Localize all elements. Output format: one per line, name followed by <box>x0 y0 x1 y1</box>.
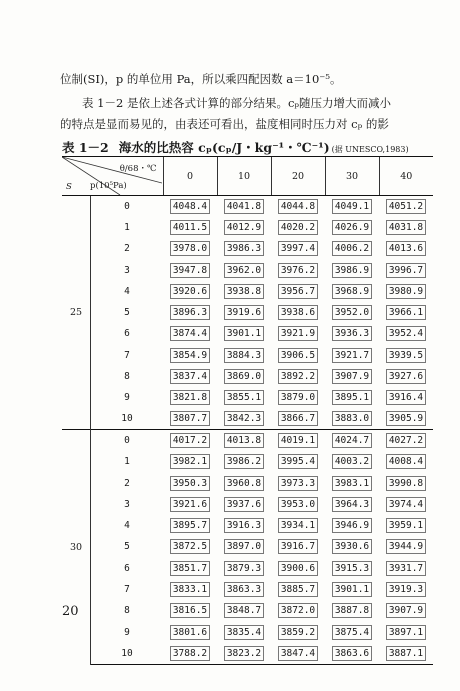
specific-heat-cell <box>271 621 325 642</box>
specific-heat-value: 4020.2 <box>278 220 318 235</box>
specific-heat-cell <box>163 643 217 664</box>
specific-heat-value: 3950.3 <box>170 476 210 491</box>
pressure-cell: 6 <box>124 562 130 574</box>
body-text-line-2: 表 1－2 是依上述各式计算的部分结果。cₚ随压力增大而减小 <box>82 96 391 110</box>
specific-heat-cell <box>163 345 217 366</box>
specific-heat-cell <box>271 472 325 493</box>
specific-heat-value: 4031.8 <box>386 220 426 235</box>
pressure-cell: 2 <box>124 477 130 489</box>
pressure-cell: 1 <box>124 456 130 468</box>
specific-heat-table <box>62 156 433 665</box>
specific-heat-cell <box>163 196 217 217</box>
specific-heat-value: 3952.4 <box>386 326 426 341</box>
specific-heat-cell <box>163 472 217 493</box>
specific-heat-cell <box>379 196 433 217</box>
specific-heat-cell <box>379 345 433 366</box>
specific-heat-cell <box>325 366 379 387</box>
specific-heat-cell <box>217 238 271 259</box>
specific-heat-cell <box>379 515 433 536</box>
specific-heat-value: 3897.0 <box>224 539 264 554</box>
specific-heat-cell <box>325 217 379 238</box>
specific-heat-cell <box>163 536 217 557</box>
specific-heat-cell <box>163 259 217 280</box>
specific-heat-value: 3879.0 <box>278 390 318 405</box>
specific-heat-value: 3887.8 <box>332 603 372 618</box>
specific-heat-value: 3986.3 <box>224 241 264 256</box>
specific-heat-cell <box>163 558 217 579</box>
specific-heat-value: 3916.3 <box>224 518 264 533</box>
table-row <box>62 643 433 664</box>
table-row <box>62 408 433 429</box>
specific-heat-value: 4049.1 <box>332 199 372 214</box>
specific-heat-cell <box>163 515 217 536</box>
specific-heat-value: 3956.7 <box>278 284 318 299</box>
specific-heat-cell <box>217 600 271 621</box>
specific-heat-value: 3900.6 <box>278 561 318 576</box>
specific-heat-cell <box>163 600 217 621</box>
specific-heat-cell <box>325 600 379 621</box>
temperature-column-header: 0 <box>163 157 217 196</box>
table-number: 表 1－2 <box>62 140 109 155</box>
specific-heat-cell <box>379 451 433 472</box>
specific-heat-cell <box>325 579 379 600</box>
pressure-cell: 8 <box>124 371 130 383</box>
specific-heat-cell <box>271 451 325 472</box>
specific-heat-cell <box>379 238 433 259</box>
table-corner-header <box>62 157 163 196</box>
specific-heat-value: 3847.4 <box>278 646 318 661</box>
pressure-cell: 5 <box>124 307 130 319</box>
table-caption <box>62 137 409 156</box>
specific-heat-cell <box>325 387 379 408</box>
specific-heat-value: 3866.7 <box>278 411 318 426</box>
pressure-cell: 5 <box>124 541 130 553</box>
specific-heat-cell <box>217 536 271 557</box>
specific-heat-cell <box>217 643 271 664</box>
specific-heat-value: 3821.8 <box>170 390 210 405</box>
specific-heat-cell <box>271 536 325 557</box>
specific-heat-value: 3837.4 <box>170 369 210 384</box>
table-row <box>62 621 433 642</box>
specific-heat-value: 3835.4 <box>224 625 264 640</box>
specific-heat-cell <box>379 430 433 451</box>
table-row <box>62 323 433 344</box>
page-number: 20 <box>62 604 79 619</box>
specific-heat-value: 3833.1 <box>170 582 210 597</box>
specific-heat-value: 3959.1 <box>386 518 426 533</box>
specific-heat-value: 3978.0 <box>170 241 210 256</box>
specific-heat-value: 4003.2 <box>332 454 372 469</box>
specific-heat-cell <box>271 558 325 579</box>
specific-heat-value: 3921.7 <box>332 348 372 363</box>
specific-heat-value: 3854.9 <box>170 348 210 363</box>
specific-heat-cell <box>379 217 433 238</box>
specific-heat-value: 3986.9 <box>332 263 372 278</box>
specific-heat-cell <box>163 323 217 344</box>
specific-heat-value: 3952.0 <box>332 305 372 320</box>
specific-heat-cell <box>217 281 271 302</box>
specific-heat-cell <box>325 259 379 280</box>
table-row <box>62 259 433 280</box>
specific-heat-cell <box>217 217 271 238</box>
specific-heat-value: 3887.1 <box>386 646 426 661</box>
table-row <box>62 494 433 515</box>
table-row <box>62 515 433 536</box>
table-row <box>62 345 433 366</box>
temperature-column-header: 40 <box>379 157 433 196</box>
specific-heat-cell <box>325 408 379 429</box>
specific-heat-cell <box>217 451 271 472</box>
specific-heat-value: 3946.9 <box>332 518 372 533</box>
pressure-cell: 2 <box>124 243 130 255</box>
specific-heat-value: 3920.6 <box>170 284 210 299</box>
specific-heat-value: 3916.4 <box>386 390 426 405</box>
specific-heat-cell <box>379 600 433 621</box>
specific-heat-value: 3855.1 <box>224 390 264 405</box>
specific-heat-cell <box>325 238 379 259</box>
specific-heat-value: 3816.5 <box>170 603 210 618</box>
specific-heat-value: 3872.0 <box>278 603 318 618</box>
specific-heat-value: 3980.9 <box>386 284 426 299</box>
specific-heat-cell <box>217 430 271 451</box>
specific-heat-value: 3931.7 <box>386 561 426 576</box>
specific-heat-value: 3859.2 <box>278 625 318 640</box>
specific-heat-value: 4013.8 <box>224 433 264 448</box>
table-row <box>62 536 433 557</box>
specific-heat-cell <box>271 259 325 280</box>
specific-heat-value: 3848.7 <box>224 603 264 618</box>
table-row <box>62 366 433 387</box>
specific-heat-cell <box>217 621 271 642</box>
specific-heat-cell <box>271 408 325 429</box>
specific-heat-cell <box>325 302 379 323</box>
specific-heat-value: 3905.9 <box>386 411 426 426</box>
specific-heat-value: 4051.2 <box>386 199 426 214</box>
table-row <box>62 558 433 579</box>
specific-heat-cell <box>217 259 271 280</box>
specific-heat-value: 3947.8 <box>170 263 210 278</box>
pressure-cell: 0 <box>124 200 130 212</box>
specific-heat-value: 3907.9 <box>386 603 426 618</box>
table-row <box>62 387 433 408</box>
table-row <box>62 281 433 302</box>
table-row <box>62 196 433 217</box>
specific-heat-value: 3907.9 <box>332 369 372 384</box>
specific-heat-cell <box>325 451 379 472</box>
specific-heat-cell <box>325 558 379 579</box>
pressure-axis-label: p(10⁵Pa) <box>90 181 127 191</box>
temperature-column-header: 20 <box>271 157 325 196</box>
specific-heat-cell <box>163 366 217 387</box>
specific-heat-cell <box>325 281 379 302</box>
specific-heat-cell <box>271 600 325 621</box>
salinity-axis-label: S <box>66 182 72 192</box>
specific-heat-value: 4044.8 <box>278 199 318 214</box>
specific-heat-cell <box>217 408 271 429</box>
specific-heat-cell <box>379 536 433 557</box>
specific-heat-cell <box>271 430 325 451</box>
table-source: (据 UNESCO,1983) <box>331 145 409 154</box>
specific-heat-value: 3919.6 <box>224 305 264 320</box>
specific-heat-value: 3901.1 <box>224 326 264 341</box>
specific-heat-cell <box>217 494 271 515</box>
table-row <box>62 217 433 238</box>
pressure-cell: 3 <box>124 264 130 276</box>
specific-heat-value: 3995.4 <box>278 454 318 469</box>
specific-heat-cell <box>163 238 217 259</box>
specific-heat-value: 3930.6 <box>332 539 372 554</box>
pressure-cell: 9 <box>124 392 130 404</box>
specific-heat-cell <box>271 196 325 217</box>
specific-heat-cell <box>379 494 433 515</box>
specific-heat-cell <box>217 196 271 217</box>
specific-heat-value: 3921.6 <box>170 497 210 512</box>
table-row <box>62 579 433 600</box>
specific-heat-value: 3919.3 <box>386 582 426 597</box>
table-title: 海水的比热容 cₚ(cₚ/J・kg⁻¹・℃⁻¹) <box>118 140 330 155</box>
specific-heat-cell <box>325 430 379 451</box>
specific-heat-value: 3895.7 <box>170 518 210 533</box>
specific-heat-cell <box>163 408 217 429</box>
table-row <box>62 430 433 451</box>
specific-heat-cell <box>271 515 325 536</box>
specific-heat-cell <box>217 302 271 323</box>
specific-heat-cell <box>163 302 217 323</box>
body-text-line-3: 的特点是显而易见的，由表还可看出，盐度相同时压力对 cₚ 的影 <box>60 117 389 131</box>
specific-heat-value: 4012.9 <box>224 220 264 235</box>
specific-heat-cell <box>379 366 433 387</box>
specific-heat-value: 4017.2 <box>170 433 210 448</box>
specific-heat-value: 4019.1 <box>278 433 318 448</box>
table-row <box>62 238 433 259</box>
specific-heat-value: 3990.8 <box>386 476 426 491</box>
specific-heat-cell <box>325 494 379 515</box>
specific-heat-cell <box>325 196 379 217</box>
table-row <box>62 302 433 323</box>
specific-heat-value: 3997.4 <box>278 241 318 256</box>
specific-heat-value: 3966.1 <box>386 305 426 320</box>
temperature-axis-label: θ/68・℃ <box>119 164 157 174</box>
specific-heat-value: 3872.5 <box>170 539 210 554</box>
specific-heat-value: 3896.3 <box>170 305 210 320</box>
specific-heat-value: 3939.5 <box>386 348 426 363</box>
pressure-cell: 7 <box>124 349 130 361</box>
specific-heat-cell <box>379 302 433 323</box>
specific-heat-value: 3944.9 <box>386 539 426 554</box>
specific-heat-cell <box>217 579 271 600</box>
specific-heat-value: 3938.6 <box>278 305 318 320</box>
specific-heat-value: 3973.3 <box>278 476 318 491</box>
specific-heat-cell <box>163 387 217 408</box>
specific-heat-value: 3921.9 <box>278 326 318 341</box>
specific-heat-cell <box>271 643 325 664</box>
specific-heat-value: 3863.3 <box>224 582 264 597</box>
body-text-line-1: 位制(SI)，p 的单位用 Pa，所以乘四配因数 a＝10⁻⁵。 <box>60 72 342 86</box>
specific-heat-value: 3938.8 <box>224 284 264 299</box>
specific-heat-value: 3974.4 <box>386 497 426 512</box>
specific-heat-value: 3937.6 <box>224 497 264 512</box>
salinity-group-25 <box>62 196 433 430</box>
specific-heat-value: 3916.7 <box>278 539 318 554</box>
specific-heat-cell <box>217 558 271 579</box>
specific-heat-cell <box>325 345 379 366</box>
pressure-cell: 10 <box>121 413 133 425</box>
pressure-cell: 0 <box>91 430 164 451</box>
specific-heat-value: 3892.2 <box>278 369 318 384</box>
specific-heat-cell <box>325 515 379 536</box>
specific-heat-cell <box>163 621 217 642</box>
specific-heat-cell <box>379 558 433 579</box>
specific-heat-value: 3842.3 <box>224 411 264 426</box>
specific-heat-value: 3807.7 <box>170 411 210 426</box>
specific-heat-value: 3895.1 <box>332 390 372 405</box>
specific-heat-cell <box>325 643 379 664</box>
specific-heat-cell <box>271 323 325 344</box>
specific-heat-cell <box>163 217 217 238</box>
specific-heat-cell <box>325 323 379 344</box>
specific-heat-cell <box>379 621 433 642</box>
specific-heat-cell <box>271 345 325 366</box>
specific-heat-value: 3883.0 <box>332 411 372 426</box>
specific-heat-cell <box>379 472 433 493</box>
specific-heat-cell <box>379 408 433 429</box>
specific-heat-value: 4027.2 <box>386 433 426 448</box>
specific-heat-value: 3915.3 <box>332 561 372 576</box>
specific-heat-cell <box>163 281 217 302</box>
specific-heat-value: 4026.9 <box>332 220 372 235</box>
specific-heat-value: 3906.5 <box>278 348 318 363</box>
specific-heat-value: 4013.6 <box>386 241 426 256</box>
specific-heat-cell <box>163 451 217 472</box>
pressure-cell: 1 <box>124 221 130 233</box>
pressure-cell: 9 <box>124 626 130 638</box>
specific-heat-value: 4006.2 <box>332 241 372 256</box>
specific-heat-value: 3976.2 <box>278 263 318 278</box>
specific-heat-value: 3823.2 <box>224 646 264 661</box>
specific-heat-cell <box>271 238 325 259</box>
specific-heat-cell <box>379 323 433 344</box>
specific-heat-value: 3968.9 <box>332 284 372 299</box>
specific-heat-cell <box>271 579 325 600</box>
specific-heat-cell <box>217 472 271 493</box>
specific-heat-value: 3884.3 <box>224 348 264 363</box>
specific-heat-value: 3897.1 <box>386 625 426 640</box>
specific-heat-cell <box>379 259 433 280</box>
specific-heat-cell <box>379 579 433 600</box>
salinity-cell: 25 <box>62 196 91 430</box>
pressure-cell: 4 <box>124 520 130 532</box>
specific-heat-cell <box>217 323 271 344</box>
specific-heat-cell <box>271 366 325 387</box>
specific-heat-value: 3927.6 <box>386 369 426 384</box>
specific-heat-value: 3901.1 <box>332 582 372 597</box>
pressure-cell: 4 <box>124 285 130 297</box>
specific-heat-value: 3863.6 <box>332 646 372 661</box>
specific-heat-value: 4011.5 <box>170 220 210 235</box>
specific-heat-value: 3788.2 <box>170 646 210 661</box>
specific-heat-cell <box>163 430 217 451</box>
specific-heat-value: 3960.8 <box>224 476 264 491</box>
specific-heat-value: 3962.0 <box>224 263 264 278</box>
pressure-cell: 3 <box>124 498 130 510</box>
temperature-column-header: 10 <box>217 157 271 196</box>
specific-heat-value: 3874.4 <box>170 326 210 341</box>
specific-heat-value: 3996.7 <box>386 263 426 278</box>
specific-heat-cell <box>271 281 325 302</box>
specific-heat-cell <box>271 494 325 515</box>
specific-heat-value: 3885.7 <box>278 582 318 597</box>
specific-heat-cell <box>379 387 433 408</box>
specific-heat-value: 3851.7 <box>170 561 210 576</box>
specific-heat-value: 3801.6 <box>170 625 210 640</box>
specific-heat-value: 3869.0 <box>224 369 264 384</box>
specific-heat-cell <box>325 536 379 557</box>
specific-heat-cell <box>217 387 271 408</box>
pressure-cell: 10 <box>91 643 164 664</box>
specific-heat-cell <box>217 366 271 387</box>
specific-heat-value: 3875.4 <box>332 625 372 640</box>
specific-heat-value: 4024.7 <box>332 433 372 448</box>
table-row <box>62 451 433 472</box>
pressure-cell: 6 <box>124 328 130 340</box>
salinity-cell: 30 <box>62 430 91 664</box>
table-row <box>62 600 433 621</box>
specific-heat-cell <box>217 345 271 366</box>
specific-heat-cell <box>379 281 433 302</box>
specific-heat-cell <box>271 217 325 238</box>
salinity-group-30 <box>62 430 433 664</box>
specific-heat-value: 3936.3 <box>332 326 372 341</box>
specific-heat-value: 4008.4 <box>386 454 426 469</box>
specific-heat-value: 3982.1 <box>170 454 210 469</box>
specific-heat-cell <box>325 621 379 642</box>
specific-heat-cell <box>271 302 325 323</box>
specific-heat-value: 4041.8 <box>224 199 264 214</box>
specific-heat-value: 4048.4 <box>170 199 210 214</box>
specific-heat-cell <box>217 515 271 536</box>
specific-heat-value: 3879.3 <box>224 561 264 576</box>
pressure-cell: 7 <box>124 583 130 595</box>
specific-heat-value: 3953.0 <box>278 497 318 512</box>
table-header-row <box>62 157 433 196</box>
specific-heat-cell <box>163 494 217 515</box>
specific-heat-cell <box>379 643 433 664</box>
specific-heat-value: 3983.1 <box>332 476 372 491</box>
temperature-column-header: 30 <box>325 157 379 196</box>
specific-heat-cell <box>325 472 379 493</box>
specific-heat-value: 3986.2 <box>224 454 264 469</box>
pressure-cell: 8 <box>124 605 130 617</box>
specific-heat-cell <box>163 579 217 600</box>
table-row <box>62 472 433 493</box>
specific-heat-value: 3934.1 <box>278 518 318 533</box>
specific-heat-value: 3964.3 <box>332 497 372 512</box>
specific-heat-cell <box>271 387 325 408</box>
